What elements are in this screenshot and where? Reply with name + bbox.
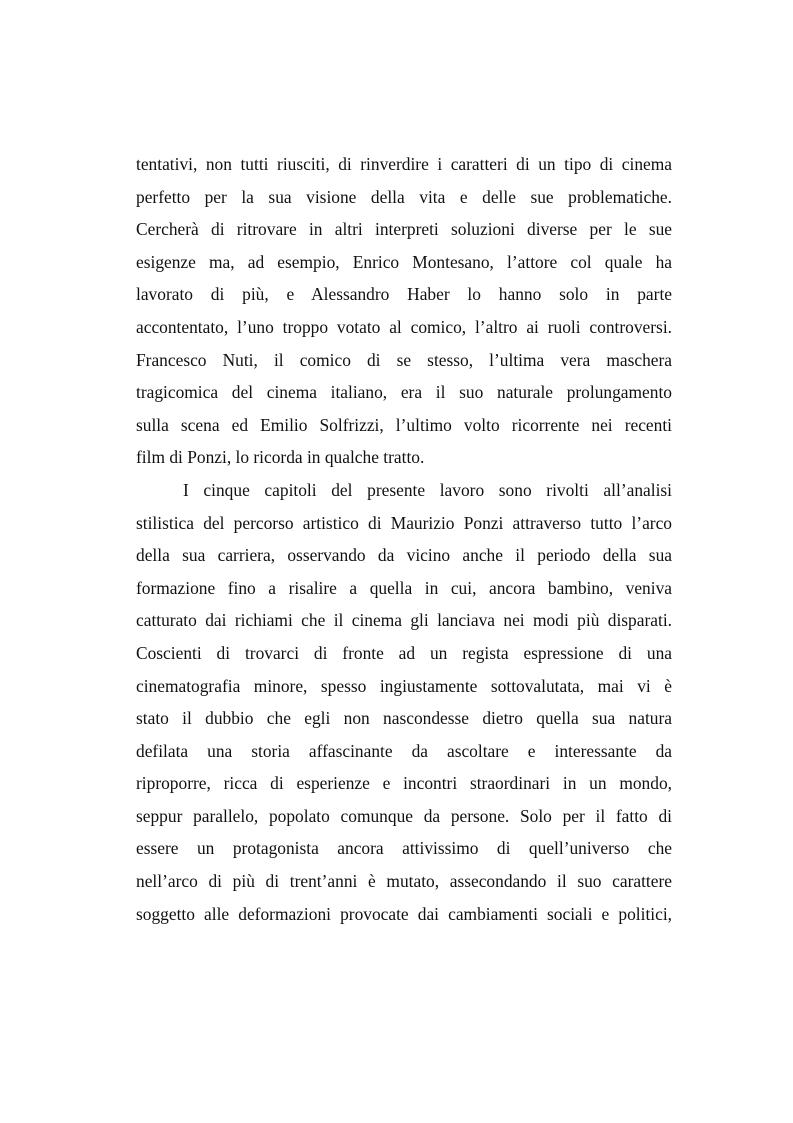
text-line: lavorato di più, e Alessandro Haber lo hanno solo in parte <box>136 284 672 305</box>
text-line: stato il dubbio che egli non nascondesse dietro quella sua natura <box>136 708 672 729</box>
paragraph <box>136 474 672 930</box>
text-line: riproporre, ricca di esperienze e incontri straordinari in un mondo, <box>136 773 672 794</box>
text-line: della sua carriera, osservando da vicino anche il periodo della sua <box>136 545 672 566</box>
text-line: catturato dai richiami che il cinema gli lanciava nei modi più disparati. <box>136 610 672 631</box>
text-line: soggetto alle deformazioni provocate dai cambiamenti sociali e politici, <box>136 903 672 924</box>
text-line: tentativi, non tutti riusciti, di rinverdire i caratteri di un tipo di cinema <box>136 154 672 174</box>
text-line: stilistica del percorso artistico di Maurizio Ponzi attraverso tutto l’arco <box>136 512 672 533</box>
text-line: cinematografia minore, spesso ingiustamente sottovalutata, mai vi è <box>136 675 672 696</box>
text-line: Coscienti di trovarci di fronte ad un regista espressione di una <box>136 642 672 663</box>
text-line: film di Ponzi, lo ricorda in qualche tratto. <box>136 447 425 468</box>
text-line: essere un protagonista ancora attivissimo di quell’universo che <box>136 838 672 859</box>
text-line: formazione fino a risalire a quella in cui, ancora bambino, veniva <box>136 577 672 598</box>
text-line: sulla scena ed Emilio Solfrizzi, l’ultimo volto ricorrente nei recenti <box>136 414 672 435</box>
text-line: esigenze ma, ad esempio, Enrico Montesano, l’attore col quale ha <box>136 251 672 272</box>
text-line: seppur parallelo, popolato comunque da persone. Solo per il fatto di <box>136 805 672 826</box>
text-line: nell’arco di più di trent’anni è mutato, assecondando il suo carattere <box>136 871 672 892</box>
text-line: tragicomica del cinema italiano, era il suo naturale prolungamento <box>136 382 672 403</box>
text-line: I cinque capitoli del presente lavoro sono rivolti all’analisi <box>183 479 672 500</box>
text-line: Francesco Nuti, il comico di se stesso, l’ultima vera maschera <box>136 349 672 370</box>
text-line: Cercherà di ritrovare in altri interpreti soluzioni diverse per le sue <box>136 219 672 240</box>
text-line: accontentato, l’uno troppo votato al comico, l’altro ai ruoli controversi. <box>136 316 672 337</box>
body-text <box>136 148 672 930</box>
paragraph <box>136 148 672 474</box>
text-line: perfetto per la sua visione della vita e delle sue problematiche. <box>136 186 672 207</box>
text-line: defilata una storia affascinante da ascoltare e interessante da <box>136 740 672 761</box>
